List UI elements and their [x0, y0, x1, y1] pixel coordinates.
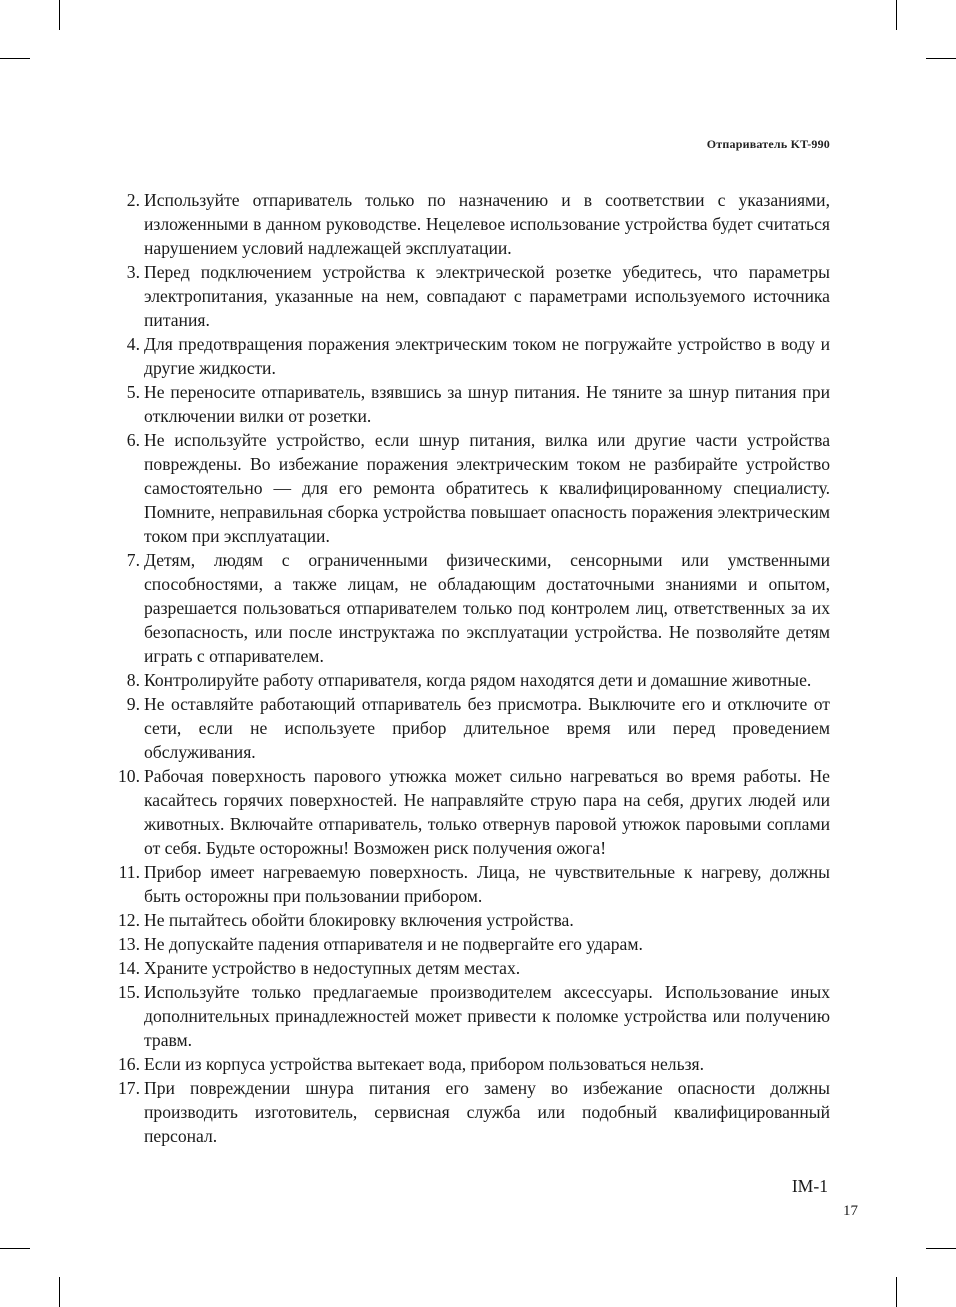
crop-mark-top-right-vertical — [896, 0, 897, 30]
crop-mark-top-right-horizontal — [926, 58, 956, 59]
item-number: 13. — [118, 934, 140, 954]
crop-mark-bottom-left-vertical — [59, 1277, 60, 1307]
item-number: 2. — [126, 190, 140, 210]
item-text: Детям, людям с ограниченными физическими, сенсорными или умственными способностями, а также лицам, не обладающим достаточными знаниями и опытом, разрешается пользоваться отпаривателем только под контролем лиц, ответственных за их безопасность, или после инструктажа по эксплуатации устройства. Не позволяйте детям играть с отпаривателем. — [144, 550, 830, 666]
document-code: IM-1 — [791, 1176, 828, 1196]
item-number: 4. — [126, 334, 140, 354]
item-number: 5. — [126, 382, 140, 402]
safety-instructions-list — [110, 188, 830, 1148]
list-item — [110, 764, 830, 860]
list-item — [110, 692, 830, 764]
item-number: 16. — [118, 1054, 140, 1074]
page-number: 17 — [843, 1203, 858, 1219]
item-number: 10. — [118, 766, 140, 786]
item-text: Используйте отпариватель только по назначению и в соответствии с указаниями, изложенными в данном руководстве. Нецелевое использование устройства будет считаться нарушением условий надлежащей эксплуатации. — [144, 190, 830, 258]
list-item — [110, 548, 830, 668]
item-number: 15. — [118, 982, 140, 1002]
running-title: Отпариватель KT-990 — [706, 137, 830, 151]
item-number: 17. — [118, 1078, 140, 1098]
list-item — [110, 668, 830, 692]
item-text: Не переносите отпариватель, взявшись за шнур питания. Не тяните за шнур питания при отключении вилки от розетки. — [144, 382, 830, 426]
list-item — [110, 1052, 830, 1076]
list-item — [110, 1076, 830, 1148]
item-text: Храните устройство в недоступных детям местах. — [144, 958, 521, 978]
item-number: 8. — [126, 670, 140, 690]
item-text: Контролируйте работу отпаривателя, когда рядом находятся дети и домашние животные. — [144, 670, 812, 690]
item-text: Не используйте устройство, если шнур питания, вилка или другие части устройства повреждены. Во избежание поражения электрическим током не разбирайте устройство самостоятельно — для его ремонта обратитесь к квалифицированному специалисту. Помните, неправильная сборка устройства повышает опасность поражения электрическим током при эксплуатации. — [144, 430, 830, 546]
list-item — [110, 380, 830, 428]
item-number: 12. — [118, 910, 140, 930]
item-number: 6. — [126, 430, 140, 450]
list-item — [110, 332, 830, 380]
item-text: Для предотвращения поражения электрическим током не погружайте устройство в воду и другие жидкости. — [144, 334, 830, 378]
list-item — [110, 908, 830, 932]
item-text: Не оставляйте работающий отпариватель без присмотра. Выключите его и отключите от сети, если не используете прибор длительное время или перед проведением обслуживания. — [144, 694, 830, 762]
item-number: 3. — [126, 262, 140, 282]
item-text: Рабочая поверхность парового утюжка может сильно нагреваться во время работы. Не касайтесь горячих поверхностей. Не направляйте струю пара на себя, других людей или животных. Включайте отпариватель, только отвернув паровой утюжок паровыми соплами от себя. Будьте осторожны! Возможен риск получения ожога! — [144, 766, 830, 858]
item-text: Если из корпуса устройства вытекает вода, прибором пользоваться нельзя. — [144, 1054, 705, 1074]
list-item — [110, 188, 830, 260]
item-text: Используйте только предлагаемые производителем аксессуары. Использование иных дополнительных принадлежностей может привести к поломке устройства или получению травм. — [144, 982, 830, 1050]
item-text: Не допускайте падения отпаривателя и не подвергайте его ударам. — [144, 934, 643, 954]
crop-mark-bottom-right-vertical — [896, 1277, 897, 1307]
item-text: Перед подключением устройства к электрической розетке убедитесь, что параметры электропитания, указанные на нем, совпадают с параметрами используемого источника питания. — [144, 262, 830, 330]
item-text: Не пытайтесь обойти блокировку включения устройства. — [144, 910, 574, 930]
list-item — [110, 932, 830, 956]
list-item — [110, 260, 830, 332]
list-item — [110, 980, 830, 1052]
item-text: Прибор имеет нагреваемую поверхность. Лица, не чувствительные к нагреву, должны быть осторожны при пользовании прибором. — [144, 862, 830, 906]
crop-mark-bottom-left-horizontal — [0, 1248, 30, 1249]
crop-mark-top-left-vertical — [59, 0, 60, 30]
item-number: 7. — [126, 550, 140, 570]
crop-mark-bottom-right-horizontal — [926, 1248, 956, 1249]
item-number: 9. — [126, 694, 140, 714]
crop-mark-top-left-horizontal — [0, 58, 30, 59]
list-item — [110, 956, 830, 980]
item-number: 14. — [118, 958, 140, 978]
list-item — [110, 428, 830, 548]
item-text: При повреждении шнура питания его замену во избежание опасности должны производить изготовитель, сервисная служба или подобный квалифицированный персонал. — [144, 1078, 830, 1146]
list-item — [110, 860, 830, 908]
item-number: 11. — [118, 862, 140, 882]
